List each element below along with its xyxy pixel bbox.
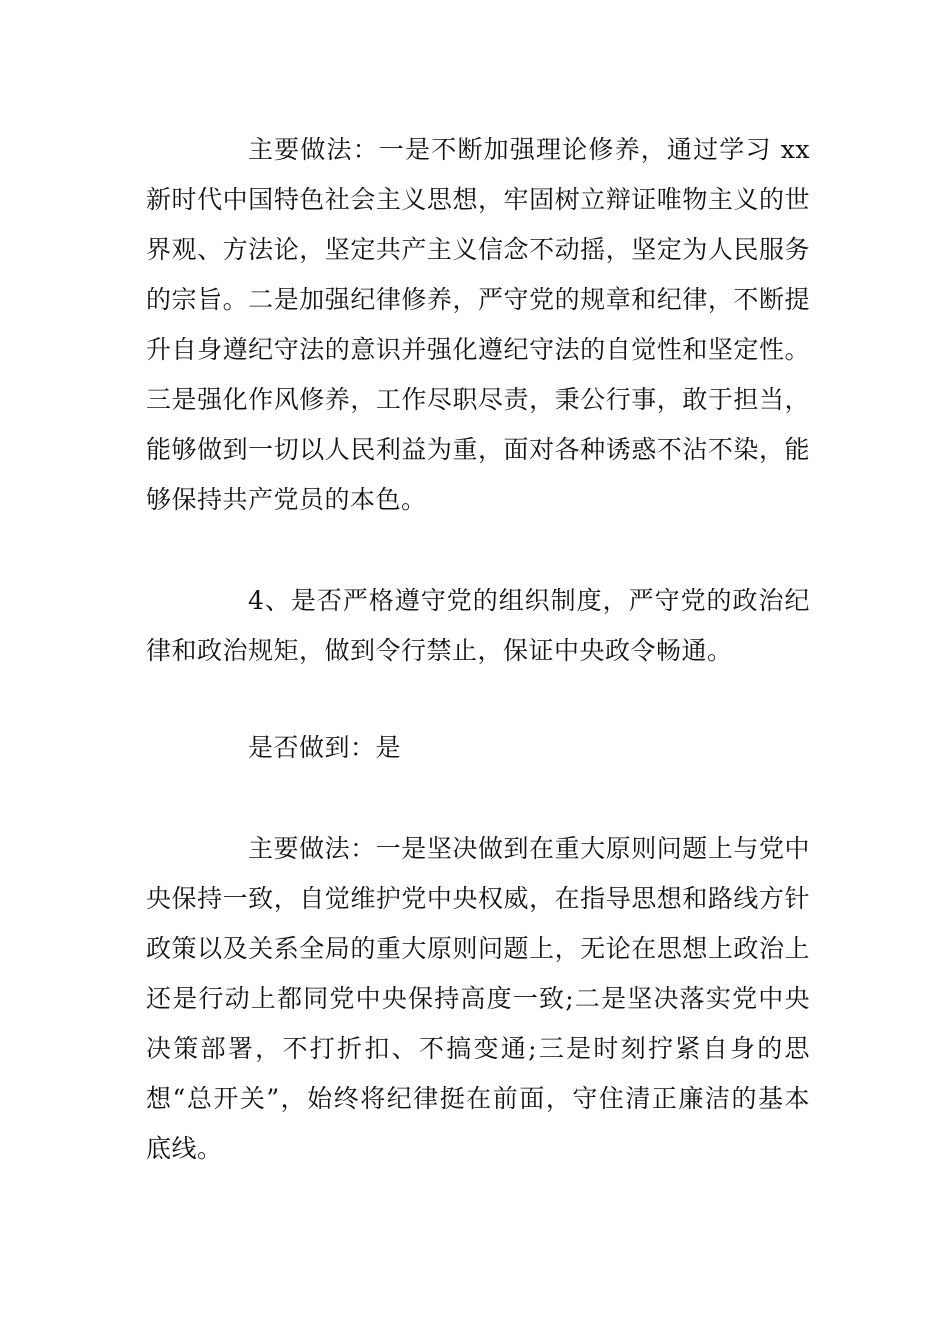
- paragraph-item-4-question: 4、是否严格遵守党的组织制度，严守党的政治纪律和政治规矩，做到令行禁止，保证中央政令畅通。: [146, 586, 810, 665]
- paragraph-achieved-answer: 是否做到：是: [248, 733, 402, 762]
- paragraph-main-practice-1: 主要做法：一是不断加强理论修养，通过学习 xx 新时代中国特色社会主义思想，牢固树立辩证唯物主义的世界观、方法论，坚定共产主义信念不动摇，坚定为人民服务的宗旨。二是加强纪律修养，严守党的规章和纪律，不断提升自身遵纪守法的意识并强化遵纪守法的自觉性和坚定性。三是强化作风修养，工作尽职尽责，秉公行事，敢于担当，能够做到一切以人民利益为重，面对各种诱惑不沾不染，能够保持共产党员的本色。: [146, 135, 810, 514]
- paragraph-main-practice-2: 主要做法：一是坚决做到在重大原则问题上与党中央保持一致，自觉维护党中央权威，在指导思想和路线方针政策以及关系全局的重大原则问题上，无论在思想上政治上还是行动上都同党中央保持高度一致;二是坚决落实党中央决策部署，不打折扣、不搞变通;三是时刻拧紧自身的思想“总开关”，始终将纪律挺在前面，守住清正廉洁的基本底线。: [146, 834, 810, 1163]
